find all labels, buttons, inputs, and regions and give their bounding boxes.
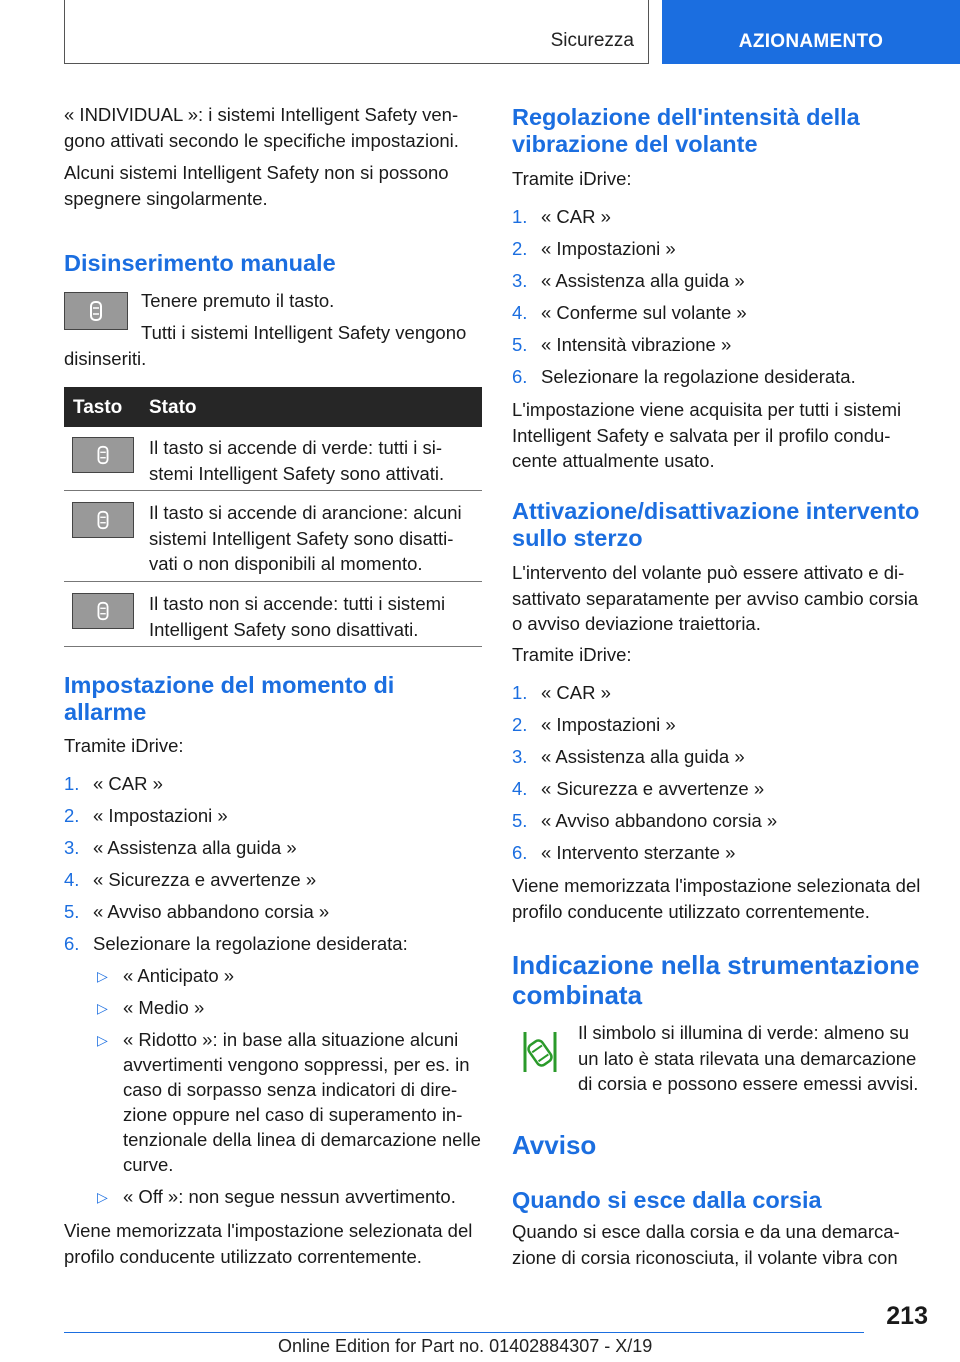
- list-item: 4. « Sicurezza e avvertenze »: [64, 869, 317, 890]
- option-item: ▷ « Anticipato »: [93, 963, 482, 988]
- list-item: 2. « Impostazioni »: [64, 805, 228, 826]
- steering-outro: Viene memorizzata l'impostazione selezionata del profilo conducente utilizzato correntemente.: [512, 875, 921, 922]
- header-box: [64, 0, 649, 64]
- list-item: 1. « CAR »: [512, 206, 611, 227]
- list-item: 3. « Assistenza alla guida »: [512, 746, 745, 767]
- warning-heading: Avviso: [512, 1130, 597, 1160]
- triangle-bullet-icon: ▷: [97, 1189, 108, 1205]
- manual-line-2: Tutti i sistemi Intelligent Safety vengono disinseriti.: [64, 322, 467, 369]
- list-item: 6. Selezionare la regolazione desiderata: ▷ « Anticipato » ▷ « Medio » ▷ « Ridotto »: in base alla situazione alcuni avvertimenti vengono soppressi, per es. in caso di sorpasso senza indicatori di dire‐zione oppure nel caso di superamento in‐tenzionale della linea di demarcazione nelle curve. ▷ « Off »: non segue nessun avvertimento.: [64, 931, 482, 1209]
- section-title: Sicurezza: [550, 30, 634, 51]
- vibration-via: Tramite iDrive:: [512, 168, 632, 189]
- list-item: 5. « Avviso abbandono corsia »: [64, 901, 330, 922]
- table-cell-status: Il tasto non si accende: tutti i sistemi Intelligent Safety sono disattivati.: [149, 593, 446, 640]
- display-heading: Indicazione nella strumentazione combinata: [512, 950, 920, 1010]
- triangle-bullet-icon: ▷: [97, 1032, 108, 1048]
- list-item: 3. « Assistenza alla guida »: [64, 837, 297, 858]
- car-safety-icon: [93, 510, 113, 530]
- steering-via: Tramite iDrive:: [512, 644, 632, 665]
- list-item: 4. « Sicurezza e avvertenze »: [512, 778, 765, 799]
- footer-edition: Online Edition for Part no. 01402884307 - X/19: [278, 1336, 653, 1356]
- warning-subheading: Quando si esce dalla corsia: [512, 1187, 822, 1213]
- triangle-bullet-icon: ▷: [97, 1000, 108, 1016]
- alarm-steps: [64, 771, 482, 1216]
- car-safety-icon: [93, 601, 113, 621]
- list-item: 6. Selezionare la regolazione desiderata.: [512, 366, 856, 387]
- vibration-outro: L'impostazione viene acquisita per tutti i sistemi Intelligent Safety e salvata per il profilo condu‐cente attualmente usato.: [512, 399, 902, 471]
- alarm-outro: Viene memorizzata l'impostazione selezionata del profilo conducente utilizzato correntemente.: [64, 1220, 473, 1267]
- triangle-bullet-icon: ▷: [97, 968, 108, 984]
- steering-heading: Attivazione/disattivazione intervento sullo sterzo: [512, 498, 920, 551]
- car-safety-icon: [93, 445, 113, 465]
- option-list: [93, 963, 482, 1209]
- list-item: 5. « Intensità vibrazione »: [512, 334, 732, 355]
- list-item: 1. « CAR »: [64, 773, 163, 794]
- table-row: [64, 427, 482, 491]
- vibration-steps: [512, 204, 930, 396]
- button-green-icon: [72, 437, 134, 473]
- table-row: [64, 491, 482, 582]
- lane-departure-icon: [520, 1026, 560, 1076]
- chapter-tab: [662, 0, 960, 64]
- button-orange-icon: [72, 502, 134, 538]
- table-col-tasto: Tasto: [73, 397, 123, 418]
- list-item: 6. « Intervento sterzante »: [512, 842, 736, 863]
- list-item: 3. « Assistenza alla guida »: [512, 270, 745, 291]
- display-text: Il simbolo si illumina di verde: almeno su un lato è stata rilevata una demarcazione di corsia e possono essere emessi avvisi.: [578, 1022, 919, 1094]
- footer-divider: [64, 1332, 864, 1333]
- list-item: 2. « Impostazioni »: [512, 238, 676, 259]
- steering-steps: [512, 680, 930, 872]
- table-cell-status: Il tasto si accende di verde: tutti i si‐stemi Intelligent Safety sono attivati.: [149, 437, 445, 484]
- chapter-title: AZIONAMENTO: [738, 31, 884, 52]
- alarm-heading: Impostazione del momento di allarme: [64, 672, 395, 725]
- status-table: [64, 387, 482, 647]
- manual-heading: Disinserimento manuale: [64, 250, 336, 276]
- car-safety-icon: [85, 300, 107, 322]
- vibration-heading: Regolazione dell'intensità della vibrazione del volante: [512, 104, 860, 157]
- table-col-stato: Stato: [149, 397, 197, 418]
- page-number: 213: [886, 1302, 928, 1330]
- steering-text: L'intervento del volante può essere attivato e di‐sattivato separatamente per avviso cambio corsia o avviso deviazione traiettoria.: [512, 562, 919, 634]
- list-item: 1. « CAR »: [512, 682, 611, 703]
- option-item: ▷ « Off »: non segue nessun avvertimento.: [93, 1184, 482, 1209]
- table-header: [64, 387, 482, 427]
- warning-text: Quando si esce dalla corsia e da una demarca‐zione di corsia riconosciuta, il volante vibra con: [512, 1221, 900, 1268]
- intro-paragraph-2: Alcuni sistemi Intelligent Safety non si possono spegnere singolarmente.: [64, 162, 449, 209]
- option-item: ▷ « Medio »: [93, 995, 482, 1020]
- list-item: 5. « Avviso abbandono corsia »: [512, 810, 778, 831]
- list-item: 2. « Impostazioni »: [512, 714, 676, 735]
- list-item: 4. « Conferme sul volante »: [512, 302, 747, 323]
- option-item: ▷ « Ridotto »: in base alla situazione alcuni avvertimenti vengono soppressi, per es. in caso di sorpasso senza indicatori di dire‐zione oppure nel caso di superamento in‐tenzionale della linea di demarcazione nelle curve.: [97, 1029, 481, 1175]
- manual-line-1: Tenere premuto il tasto.: [141, 290, 335, 311]
- alarm-via: Tramite iDrive:: [64, 735, 184, 756]
- table-cell-status: Il tasto si accende di arancione: alcuni sistemi Intelligent Safety sono disatti‐vati o non disponibili al momento.: [149, 502, 462, 574]
- intro-paragraph-1: « INDIVIDUAL »: i sistemi Intelligent Safety ven‐gono attivati secondo le specifiche impostazioni.: [64, 104, 459, 151]
- table-row: [64, 582, 482, 647]
- button-off-icon: [72, 593, 134, 629]
